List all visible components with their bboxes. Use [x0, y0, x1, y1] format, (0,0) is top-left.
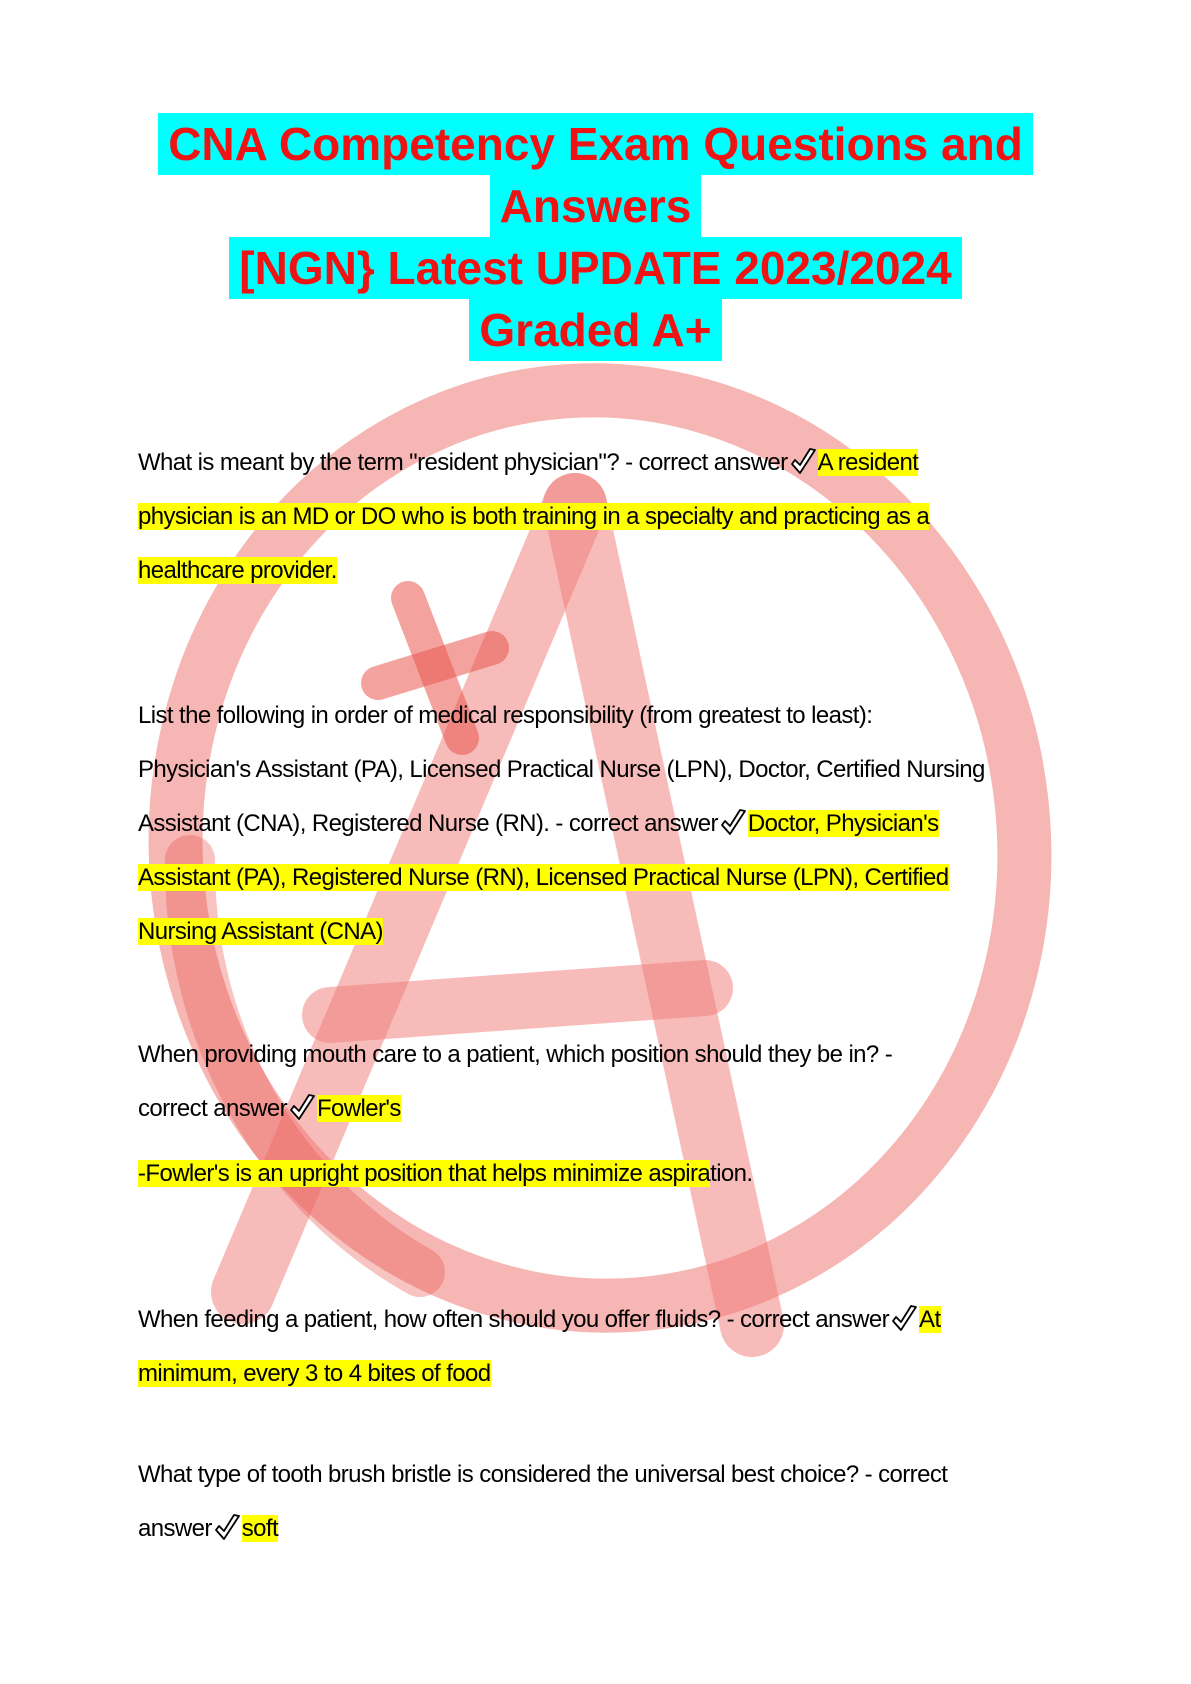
checkmark-icon — [789, 447, 817, 477]
answer-highlight-text: Nursing Assistant (CNA) — [138, 918, 383, 945]
text-line — [138, 1087, 1073, 1141]
title-line-row — [0, 175, 1191, 237]
answer-highlight-text: physician is an MD or DO who is both training in a specialty and practicing as a — [138, 503, 930, 530]
checkmark-icon — [213, 1513, 241, 1543]
text-line — [138, 441, 1073, 495]
question-text: tion. — [710, 1160, 753, 1187]
text-line — [138, 856, 1073, 910]
text-line — [138, 549, 1073, 603]
title-line: Answers — [490, 175, 702, 237]
question-text: Physician's Assistant (PA), Licensed Practical Nurse (LPN), Doctor, Certified Nursing — [138, 756, 985, 783]
checkmark-icon — [890, 1304, 918, 1334]
title-line: [NGN} Latest UPDATE 2023/2024 — [229, 237, 961, 299]
text-line — [138, 1453, 1073, 1507]
qa-paragraph — [138, 1298, 1073, 1406]
question-text: When feeding a patient, how often should you offer fluids? - correct answer — [138, 1306, 890, 1333]
checkmark-icon — [288, 1093, 316, 1123]
text-line — [138, 748, 1073, 802]
answer-highlight-text: Assistant (PA), Registered Nurse (RN), Licensed Practical Nurse (LPN), Certified — [138, 864, 949, 891]
question-text: What is meant by the term "resident physician"? - correct answer — [138, 449, 788, 476]
qa-paragraph — [138, 441, 1073, 603]
text-line — [138, 1298, 1073, 1352]
title-line-row — [0, 237, 1191, 299]
document-title — [0, 113, 1191, 361]
text-line — [138, 910, 1073, 964]
qa-paragraph — [138, 1033, 1073, 1141]
answer-highlight-text: Fowler's — [316, 1095, 401, 1122]
qa-paragraph — [138, 694, 1073, 964]
text-line — [138, 694, 1073, 748]
title-line: CNA Competency Exam Questions and — [158, 113, 1033, 175]
text-line — [138, 495, 1073, 549]
text-line — [138, 1507, 1073, 1561]
question-text: answer — [138, 1515, 212, 1542]
qa-paragraph — [138, 1453, 1073, 1561]
answer-highlight-text: minimum, every 3 to 4 bites of food — [138, 1360, 491, 1387]
question-text: What type of tooth brush bristle is considered the universal best choice? - correct — [138, 1461, 948, 1488]
question-text: When providing mouth care to a patient, which position should they be in? - — [138, 1041, 893, 1068]
title-line: Graded A+ — [469, 299, 721, 361]
question-text: correct answer — [138, 1095, 287, 1122]
answer-highlight-text: healthcare provider. — [138, 557, 337, 584]
question-text: List the following in order of medical responsibility (from greatest to least): — [138, 702, 873, 729]
document-body — [138, 441, 1073, 1561]
answer-highlight-text: -Fowler's is an upright position that helps minimize aspira — [138, 1160, 711, 1187]
answer-highlight-text: A resident — [817, 449, 919, 476]
title-line-row — [0, 299, 1191, 361]
text-line — [138, 802, 1073, 856]
answer-highlight-text: soft — [241, 1515, 279, 1542]
answer-highlight-text: At — [919, 1306, 941, 1333]
text-line — [138, 1152, 1073, 1206]
qa-paragraph — [138, 1152, 1073, 1206]
question-text: Assistant (CNA), Registered Nurse (RN). - correct answer — [138, 810, 718, 837]
title-line-row — [0, 113, 1191, 175]
answer-highlight-text: Doctor, Physician's — [747, 810, 939, 837]
checkmark-icon — [719, 808, 747, 838]
text-line — [138, 1033, 1073, 1087]
text-line — [138, 1352, 1073, 1406]
